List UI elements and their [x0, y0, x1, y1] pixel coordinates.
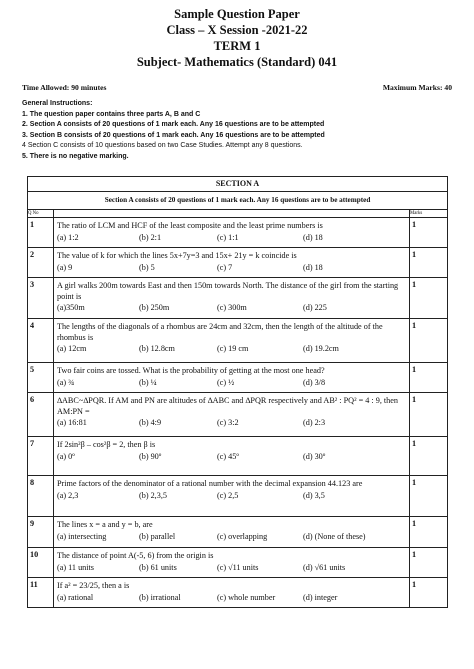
option-c: (c) 45º	[217, 451, 239, 461]
option-c: (c) whole number	[217, 592, 276, 602]
option-a: (a) 12cm	[57, 344, 87, 353]
option-a: (a) ¾	[57, 377, 75, 387]
question-row	[28, 578, 448, 608]
question-marks: 1	[410, 393, 448, 437]
option-d: (d) integer	[303, 592, 338, 602]
option-a: (a) 11 units	[57, 562, 94, 572]
question-cell	[54, 517, 410, 548]
term: TERM 1	[213, 39, 261, 53]
question-marks: 1	[410, 319, 448, 363]
question-number: 10	[28, 548, 54, 578]
question-number: 9	[28, 517, 54, 548]
option-d: (d) 3/8	[303, 377, 326, 387]
question-row	[28, 476, 448, 517]
option-a: (a)350m	[57, 303, 85, 312]
option-c: (c) 19 cm	[217, 344, 249, 353]
meta-row	[22, 83, 452, 92]
question-cell	[54, 248, 410, 278]
option-c: (c) ½	[217, 377, 235, 387]
question-number: 4	[28, 319, 54, 363]
options-row	[57, 303, 405, 314]
option-d: (d) 18	[303, 262, 323, 272]
options-row	[57, 452, 405, 463]
option-c: (c) 1:1	[217, 232, 239, 242]
question-row	[28, 437, 448, 476]
question-row	[28, 278, 448, 319]
question-number: 5	[28, 363, 54, 393]
option-b: (b) 90º	[139, 451, 162, 461]
question-table	[27, 176, 448, 608]
option-b: (b) irrational	[139, 592, 181, 602]
option-b: (b) ¼	[139, 377, 157, 387]
option-a: (a) 9	[57, 262, 73, 272]
question-marks: 1	[410, 437, 448, 476]
question-cell	[54, 319, 410, 363]
question-text: ∆ABC~∆PQR. If AM and PN are altitudes of ∆ABC and ∆PQR respectively and AB² : PQ² = 4 : 9, then AM:PN =	[57, 396, 399, 416]
question-marks: 1	[410, 218, 448, 248]
options-row	[57, 563, 405, 574]
question-cell	[54, 363, 410, 393]
question-row	[28, 393, 448, 437]
question-cell	[54, 278, 410, 319]
question-row	[28, 248, 448, 278]
instruction-item: 2. Section A consists of 20 questions of 1 mark each. Any 16 questions are to be attempted	[22, 121, 325, 128]
instruction-item: 5. There is no negative marking.	[22, 152, 129, 160]
option-c: (c) 3:2	[217, 418, 239, 427]
options-row	[57, 378, 405, 389]
option-d: (d) 19.2cm	[303, 344, 339, 353]
question-rows	[28, 218, 448, 608]
question-number: 6	[28, 393, 54, 437]
option-c: (c) 7	[217, 262, 233, 272]
question-number: 8	[28, 476, 54, 517]
col-marks-header: Marks	[410, 210, 448, 218]
option-b: (b) 61 units	[139, 562, 177, 572]
question-cell	[54, 476, 410, 517]
section-subtitle: Section A consists of 20 questions of 1 mark each. Any 16 questions are to be attempted	[28, 192, 448, 210]
option-d: (d) 30º	[303, 451, 326, 461]
option-a: (a) intersecting	[57, 531, 107, 541]
question-row	[28, 363, 448, 393]
option-c: (c) 2,5	[217, 490, 239, 500]
option-d: (d) 2:3	[303, 418, 326, 427]
options-row	[57, 344, 405, 355]
question-number: 7	[28, 437, 54, 476]
paper-title: Sample Question Paper	[174, 7, 300, 21]
question-text: The lengths of the diagonals of a rhombus are 24cm and 32cm, then the length of the altitude of the rhombus is	[57, 322, 383, 342]
option-d: (d) 3,5	[303, 490, 325, 500]
option-a: (a) 0º	[57, 451, 75, 461]
option-b: (b) 12.8cm	[139, 344, 175, 353]
question-text: If a² = 23/25, then a is	[57, 581, 130, 590]
option-c: (c) 300m	[217, 303, 247, 312]
option-a: (a) 1:2	[57, 232, 79, 242]
option-d: (d) 225	[303, 303, 327, 312]
col-qno-header: Q No	[28, 210, 54, 218]
question-cell	[54, 437, 410, 476]
question-number: 3	[28, 278, 54, 319]
question-row	[28, 218, 448, 248]
question-text: A girl walks 200m towards East and then 150m towards North. The distance of the girl from the starting point is	[57, 281, 399, 301]
question-cell	[54, 393, 410, 437]
question-number: 2	[28, 248, 54, 278]
question-cell	[54, 548, 410, 578]
question-row	[28, 517, 448, 548]
time-allowed: Time Allowed: 90 minutes	[22, 83, 107, 92]
question-marks: 1	[410, 476, 448, 517]
question-text: The value of k for which the lines 5x+7y=3 and 15x+ 21y = k coincide is	[57, 251, 297, 260]
question-marks: 1	[410, 278, 448, 319]
option-b: (b) 2:1	[139, 232, 162, 242]
instruction-item: 4 Section C consists of 10 questions based on two Case Studies. Attempt any 8 questions.	[22, 142, 303, 149]
option-c: (c) √11 units	[217, 562, 259, 572]
question-number: 1	[28, 218, 54, 248]
maximum-marks: Maximum Marks: 40	[382, 83, 452, 92]
question-text: The lines x = a and y = b, are	[57, 520, 153, 529]
question-text: Two fair coins are tossed. What is the probability of getting at the most one head?	[57, 366, 325, 375]
general-instructions	[22, 99, 462, 162]
options-row	[57, 418, 405, 429]
instructions-title: General Instructions:	[22, 100, 93, 107]
question-text: The distance of point A(-5, 6) from the origin is	[57, 551, 214, 560]
option-d: (d) 18	[303, 232, 323, 242]
options-row	[57, 532, 405, 543]
option-c: (c) overlapping	[217, 531, 268, 541]
options-row	[57, 491, 405, 502]
question-marks: 1	[410, 363, 448, 393]
options-row	[57, 593, 405, 604]
options-row	[57, 263, 405, 274]
option-b: (b) 2,3,5	[139, 490, 167, 500]
options-row	[57, 233, 405, 244]
instruction-item: 1. The question paper contains three parts A, B and C	[22, 110, 201, 118]
option-a: (a) 16:81	[57, 418, 87, 427]
question-row	[28, 319, 448, 363]
option-a: (a) rational	[57, 592, 94, 602]
question-text: The ratio of LCM and HCF of the least composite and the least prime numbers is	[57, 221, 323, 230]
question-text: Prime factors of the denominator of a rational number with the decimal expansion 44.123 are	[57, 479, 363, 488]
option-b: (b) 5	[139, 262, 155, 272]
question-cell	[54, 578, 410, 608]
question-number: 11	[28, 578, 54, 608]
question-marks: 1	[410, 548, 448, 578]
question-marks: 1	[410, 578, 448, 608]
option-a: (a) 2,3	[57, 490, 79, 500]
paper-header	[0, 6, 474, 70]
section-title: SECTION A	[28, 177, 448, 192]
option-b: (b) parallel	[139, 531, 176, 541]
question-row	[28, 548, 448, 578]
question-marks: 1	[410, 248, 448, 278]
question-cell	[54, 218, 410, 248]
subject: Subject- Mathematics (Standard) 041	[136, 55, 338, 69]
option-b: (b) 4:9	[139, 418, 162, 427]
option-d: (d) (None of these)	[303, 531, 366, 541]
instruction-item: 3. Section B consists of 20 questions of 1 mark each. Any 16 questions are to be attempted	[22, 131, 325, 139]
question-marks: 1	[410, 517, 448, 548]
question-text: If 2sin²β – cos²β = 2, then β is	[57, 440, 156, 449]
option-d: (d) √61 units	[303, 562, 346, 572]
option-b: (b) 250m	[139, 303, 170, 312]
class-session: Class – X Session -2021-22	[166, 23, 308, 37]
